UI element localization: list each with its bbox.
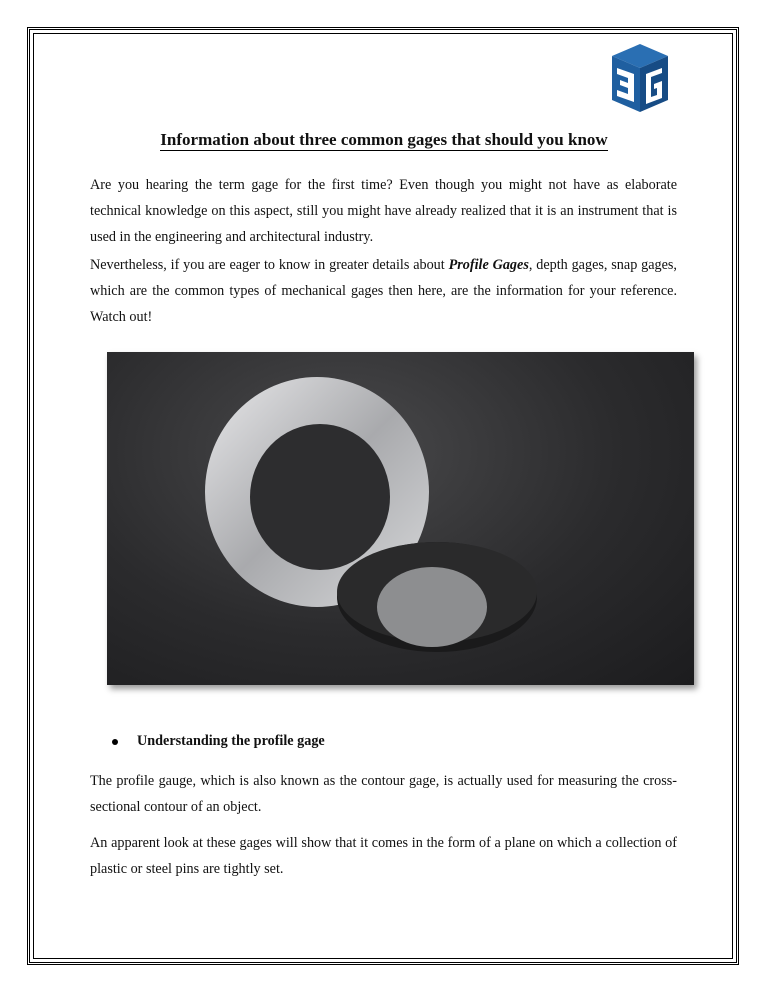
- profile-gages-link: Profile Gages: [448, 257, 529, 273]
- second-paragraph: Nevertheless, if you are eager to know in greater details about Profile Gages, depth gages, snap gages, which are the common types of mechanical gages then here, are the information for your reference. Watch out!: [90, 257, 677, 325]
- profile-gauge-description: An apparent look at these gages will show that it comes in the form of a plane on which a collection of plastic or steel pins are tightly set.: [90, 835, 677, 877]
- document-title: Information about three common gages that should you know: [160, 130, 608, 149]
- bullet-heading: Understanding the profile gage: [112, 733, 325, 750]
- profile-gauge-paragraph: The profile gauge, which is also known as the contour gage, is actually used for measuring the cross-sectional contour of an object.: [90, 773, 677, 815]
- company-logo: [610, 42, 670, 114]
- gages-photo: [107, 352, 694, 685]
- bullet-icon: [112, 739, 118, 745]
- intro-paragraph: Are you hearing the term gage for the first time? Even though you might not have as elaborate technical knowledge on this aspect, still you might have already realized that it is an instrument that is used in the engineering and architectural industry.: [90, 177, 677, 245]
